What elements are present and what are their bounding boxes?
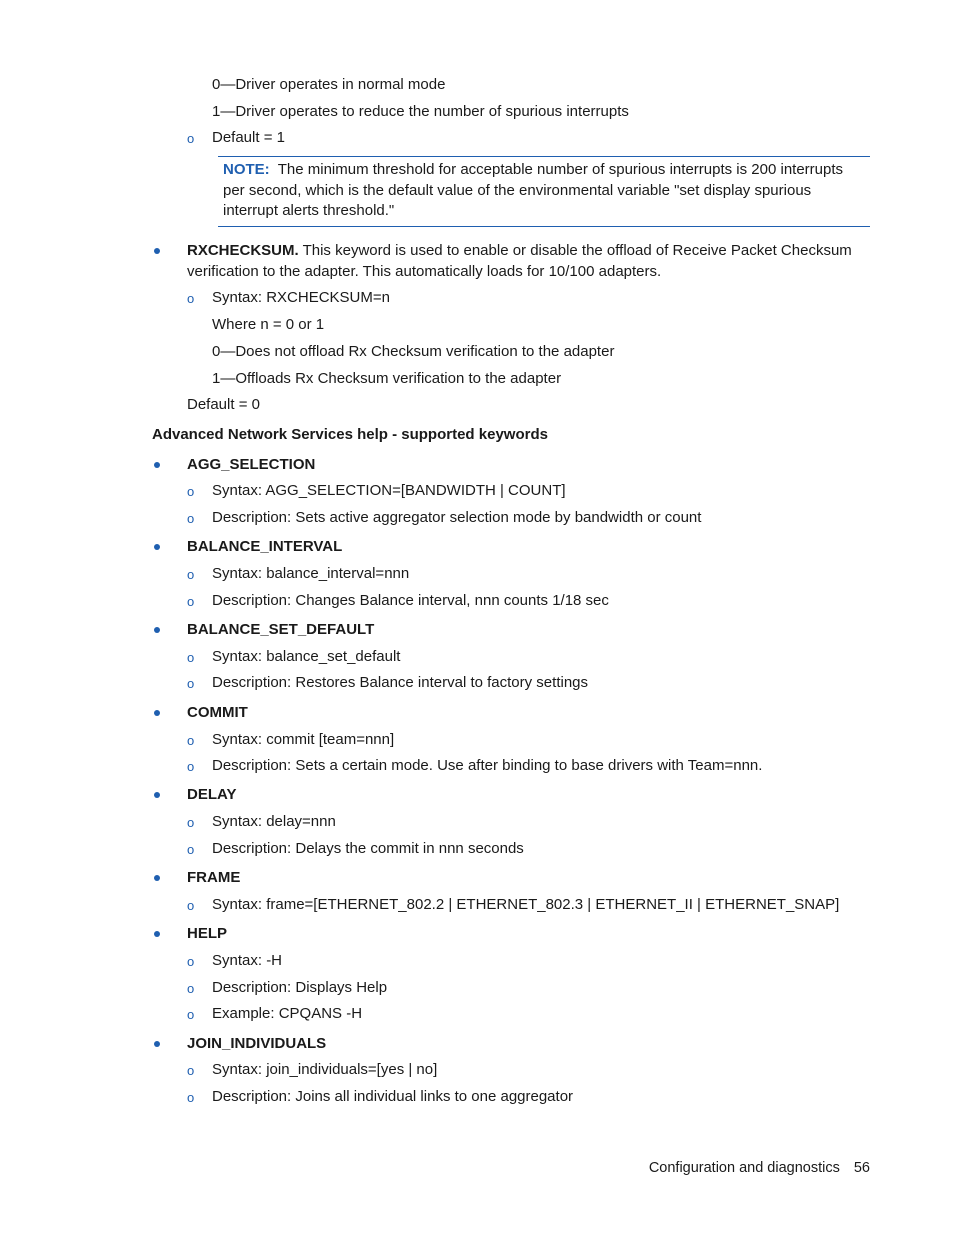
- bullet-icon: [154, 1041, 160, 1047]
- sub-bullet-icon: o: [187, 511, 195, 526]
- rxchecksum-opt1: 1—Offloads Rx Checksum verification to the adapter: [212, 370, 562, 387]
- rxchecksum-opt0: 0—Does not offload Rx Checksum verification to the adapter: [212, 343, 615, 360]
- keyword-join-individuals: JOIN_INDIVIDUALS: [187, 1035, 327, 1052]
- page-number: 56: [853, 1160, 870, 1176]
- sub-bullet-icon: o: [187, 954, 195, 969]
- sub-bullet-icon: o: [187, 898, 195, 913]
- sub-bullet-icon: o: [187, 759, 195, 774]
- sub-bullet-icon: o: [187, 1090, 195, 1105]
- sub-bullet-icon: o: [187, 1063, 195, 1078]
- rxchecksum-where: Where n = 0 or 1: [212, 316, 325, 333]
- delay-desc: Description: Delays the commit in nnn seconds: [212, 840, 524, 857]
- page-footer: [649, 1158, 870, 1178]
- keyword-frame: FRAME: [187, 869, 241, 886]
- bullet-icon: [154, 792, 160, 798]
- sub-bullet-icon: o: [187, 650, 195, 665]
- balint-desc: Description: Changes Balance interval, nnn counts 1/18 sec: [212, 592, 609, 609]
- sub-bullet-icon: o: [187, 567, 195, 582]
- rxchecksum-syntax: Syntax: RXCHECKSUM=n: [212, 289, 390, 306]
- commit-desc: Description: Sets a certain mode. Use after binding to base drivers with Team=nnn.: [212, 757, 763, 774]
- sub-bullet-icon: o: [187, 981, 195, 996]
- help-example: Example: CPQANS -H: [212, 1005, 363, 1022]
- bullet-icon: [154, 627, 160, 633]
- bullet-icon: [154, 248, 160, 254]
- agg-desc: Description: Sets active aggregator selection mode by bandwidth or count: [212, 509, 702, 526]
- rxchecksum-default: Default = 0: [187, 396, 260, 413]
- rxchecksum-desc-1: This keyword is used to enable or disable the offload of Receive Packet Checksum: [302, 242, 852, 259]
- default-text: Default = 1: [212, 129, 285, 146]
- footer-section: Configuration and diagnostics: [648, 1160, 840, 1176]
- mode-0-text: 0—Driver operates in normal mode: [212, 76, 446, 93]
- mode-1-text: 1—Driver operates to reduce the number of spurious interrupts: [212, 103, 629, 120]
- bullet-icon: [154, 875, 160, 881]
- rxchecksum-line1: [187, 241, 852, 261]
- sub-bullet-icon: o: [187, 131, 195, 146]
- sub-bullet-icon: o: [187, 842, 195, 857]
- note-text: The minimum threshold for acceptable number of spurious interrupts is 200 interrupts per second, which is the default value of the environmental variable "set display spurious interrupt alerts threshold.": [223, 161, 844, 219]
- help-syntax: Syntax: -H: [212, 952, 283, 969]
- keyword-balance-set-default: BALANCE_SET_DEFAULT: [187, 621, 375, 638]
- sub-bullet-icon: o: [187, 594, 195, 609]
- balint-syntax: Syntax: balance_interval=nnn: [212, 565, 410, 582]
- commit-syntax: Syntax: commit [team=nnn]: [212, 731, 395, 748]
- balset-syntax: Syntax: balance_set_default: [212, 648, 401, 665]
- keyword-help: HELP: [187, 925, 228, 942]
- agg-syntax: Syntax: AGG_SELECTION=[BANDWIDTH | COUNT]: [212, 482, 566, 499]
- rxchecksum-desc-2: verification to the adapter. This automatically loads for 10/100 adapters.: [187, 263, 662, 280]
- rxchecksum-keyword: RXCHECKSUM.: [187, 242, 299, 259]
- help-desc: Description: Displays Help: [212, 979, 388, 996]
- sub-bullet-icon: o: [187, 676, 195, 691]
- join-syntax: Syntax: join_individuals=[yes | no]: [212, 1061, 438, 1078]
- sub-bullet-icon: o: [187, 733, 195, 748]
- note-label: NOTE:: [223, 161, 270, 178]
- section-heading: Advanced Network Services help - supported keywords: [152, 426, 548, 443]
- keyword-balance-interval: BALANCE_INTERVAL: [187, 538, 343, 555]
- note-box: [218, 156, 870, 227]
- bullet-icon: [154, 544, 160, 550]
- join-desc: Description: Joins all individual links to one aggregator: [212, 1088, 574, 1105]
- sub-bullet-icon: o: [187, 291, 195, 306]
- keyword-delay: DELAY: [187, 786, 237, 803]
- bullet-icon: [154, 462, 160, 468]
- note-content: [223, 160, 863, 222]
- frame-syntax: Syntax: frame=[ETHERNET_802.2 | ETHERNET_802.3 | ETHERNET_II | ETHERNET_SNAP]: [212, 896, 840, 913]
- delay-syntax: Syntax: delay=nnn: [212, 813, 336, 830]
- bullet-icon: [154, 710, 160, 716]
- bullet-icon: [154, 931, 160, 937]
- keyword-agg-selection: AGG_SELECTION: [187, 456, 316, 473]
- sub-bullet-icon: o: [187, 1007, 195, 1022]
- sub-bullet-icon: o: [187, 815, 195, 830]
- balset-desc: Description: Restores Balance interval to factory settings: [212, 674, 589, 691]
- sub-bullet-icon: o: [187, 484, 195, 499]
- keyword-commit: COMMIT: [187, 704, 248, 721]
